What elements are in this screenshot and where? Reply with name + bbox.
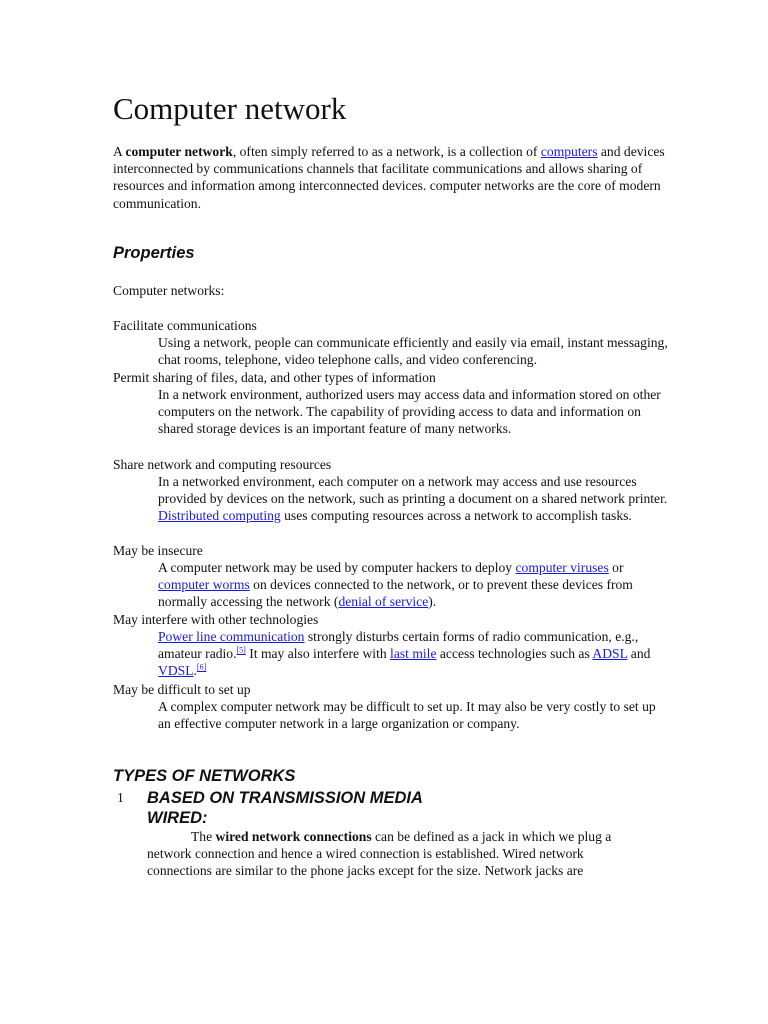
types-heading: TYPES OF NETWORKS bbox=[113, 767, 296, 785]
link-computer-viruses[interactable]: computer viruses bbox=[515, 560, 609, 575]
wired-text: The bbox=[191, 829, 216, 844]
wired-paragraph bbox=[147, 828, 637, 880]
def-text: or bbox=[608, 560, 624, 575]
property-definition bbox=[158, 473, 668, 525]
intro-text: , often simply referred to as a network, is a collection of bbox=[232, 144, 541, 159]
property-definition bbox=[158, 559, 668, 611]
reference-5[interactable]: [5] bbox=[236, 645, 246, 655]
def-text: ). bbox=[428, 594, 437, 610]
property-definition: A complex computer network may be difficult to set up. It may also be very costly to set up an effective computer network in a large organization or company. bbox=[158, 699, 656, 732]
link-distributed-computing[interactable]: Distributed computing bbox=[158, 508, 281, 524]
def-text: A computer network may be used by computer hackers to deploy bbox=[158, 560, 516, 575]
def-text: strongly disturbs certain forms of radio communication, e.g., amateur radio. bbox=[158, 629, 639, 662]
def-text: uses computing resources across a network to accomplish tasks. bbox=[280, 508, 632, 524]
wired-heading: WIRED: bbox=[147, 809, 208, 827]
def-text: . bbox=[193, 663, 197, 679]
property-term: May be difficult to set up bbox=[113, 682, 251, 697]
property-definition: In a network environment, authorized users may access data and information stored on other computers on the network. The capability of providing access to data and information on shared storage devices is an important feature of many networks. bbox=[158, 387, 661, 437]
intro-text: and devices interconnected by communications channels that facilitate communications and allows sharing of resources and information among interconnected devices. computer networks are the core of modern communication. bbox=[113, 144, 665, 211]
properties-lead: Computer networks: bbox=[113, 283, 225, 298]
intro-bold-term: computer network bbox=[125, 144, 233, 159]
intro-text: A bbox=[113, 144, 126, 159]
property-definition bbox=[158, 628, 668, 680]
property-term: Permit sharing of files, data, and other types of information bbox=[113, 370, 436, 385]
link-denial-of-service[interactable]: denial of service bbox=[338, 594, 429, 610]
link-computer-worms[interactable]: computer worms bbox=[158, 577, 250, 593]
property-term: Share network and computing resources bbox=[113, 457, 332, 472]
link-vdsl[interactable]: VDSL bbox=[158, 663, 194, 679]
intro-paragraph bbox=[113, 143, 673, 212]
types-subheading: BASED ON TRANSMISSION MEDIA bbox=[147, 789, 423, 807]
link-computers[interactable]: computers bbox=[540, 144, 598, 159]
property-term: May be insecure bbox=[113, 543, 203, 558]
property-definition: Using a network, people can communicate efficiently and easily via email, instant messaging, chat rooms, telephone, video telephone calls, and video conferencing. bbox=[158, 335, 668, 368]
def-text: It may also interfere with bbox=[245, 646, 391, 662]
link-last-mile[interactable]: last mile bbox=[390, 646, 437, 662]
link-adsl[interactable]: ADSL bbox=[592, 646, 628, 662]
properties-heading: Properties bbox=[113, 244, 195, 262]
reference-6[interactable]: [6] bbox=[196, 662, 207, 672]
wired-text: can be defined as a jack in which we plug a network connection and hence a wired connection is established. Wired network connections are similar to the phone jacks except for the size. Network jacks are bbox=[147, 829, 612, 879]
property-term: Facilitate communications bbox=[113, 318, 257, 333]
def-text: on devices connected to the network, or to prevent these devices from normally accessing the network ( bbox=[158, 577, 633, 610]
wired-bold-term: wired network connections bbox=[215, 829, 372, 844]
page-title: Computer network bbox=[113, 91, 347, 126]
def-text: and bbox=[627, 646, 651, 662]
link-power-line-communication[interactable]: Power line communication bbox=[158, 629, 305, 644]
def-text: In a networked environment, each computer on a network may access and use resources provided by devices on the network, such as printing a document on a shared network printer. bbox=[158, 474, 668, 507]
property-term: May interfere with other technologies bbox=[113, 612, 319, 627]
list-number: 1 bbox=[117, 790, 124, 805]
def-text: access technologies such as bbox=[436, 646, 593, 662]
